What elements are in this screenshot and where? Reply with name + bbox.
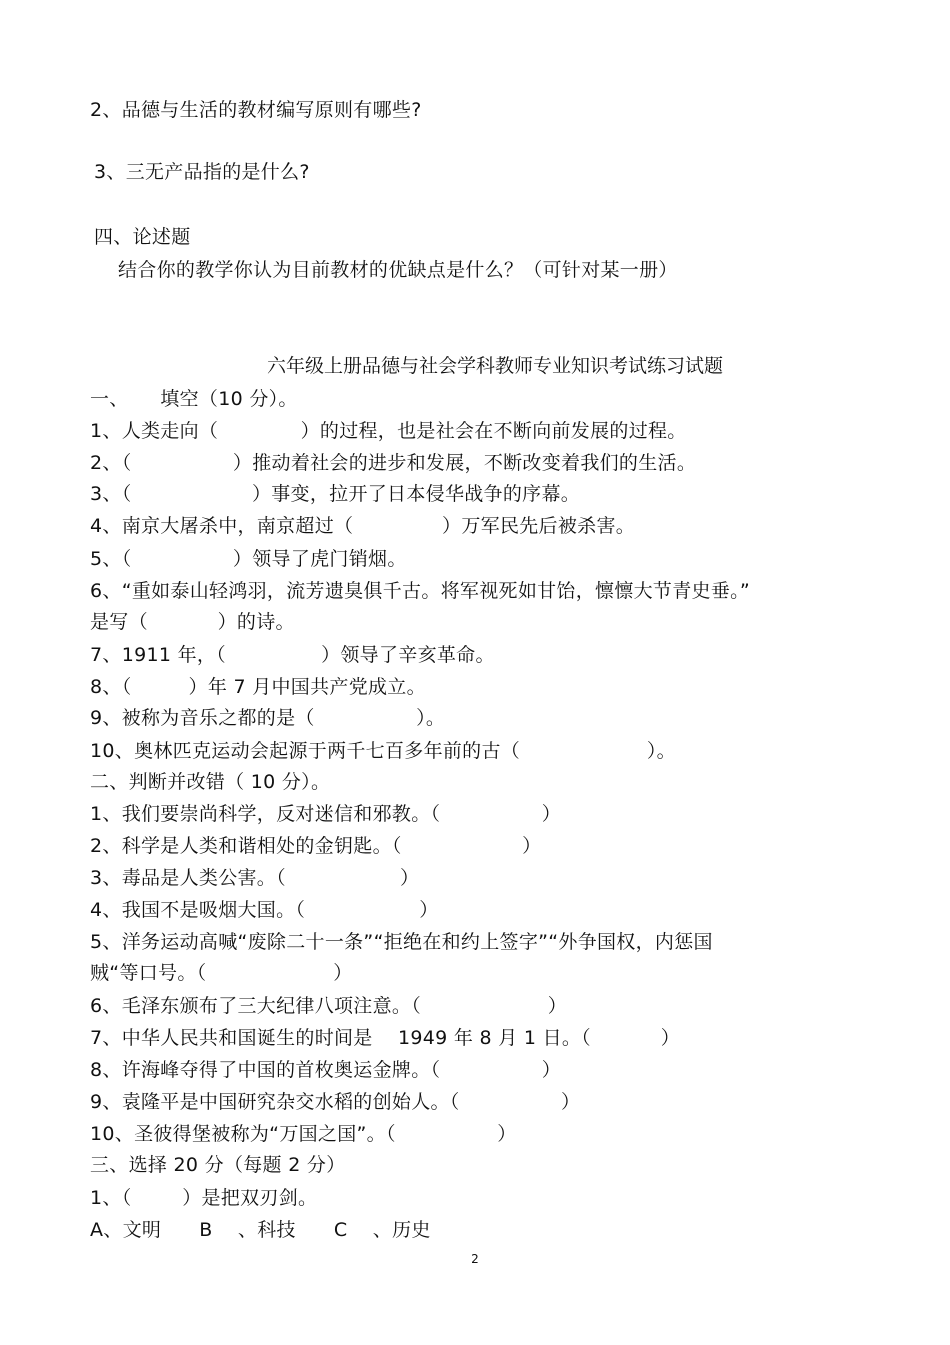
exam-title: 六年级上册品德与社会学科教师专业知识考试练习试题 [266, 355, 723, 377]
judge-item: 6、毛泽东颁布了三大纪律八项注意。（ ） [90, 995, 568, 1017]
essay-question: 结合你的教学你认为目前教材的优缺点是什么？（可针对某一册） [118, 259, 678, 281]
fill-item: 1、人类走向（ ）的过程，也是社会在不断向前发展的过程。 [90, 420, 687, 442]
judge-item: 4、我国不是吸烟大国。（ ） [90, 899, 439, 921]
question-2: 2、品德与生活的教材编写原则有哪些? [90, 99, 422, 121]
fill-item: 7、1911 年，（ ）领导了辛亥革命。 [90, 644, 495, 666]
judge-item: 9、袁隆平是中国研究杂交水稻的创始人。（ ） [90, 1091, 581, 1113]
fill-item: 3、（ ）事变，拉开了日本侵华战争的序幕。 [90, 483, 581, 505]
judge-item: 5、洋务运动高喊“废除二十一条”“拒绝在和约上签字”“外争国权，内惩国 [90, 931, 713, 953]
fill-item: 9、被称为音乐之都的是（ ）。 [90, 707, 446, 729]
judge-item: 8、许海峰夺得了中国的首枚奥运金牌。（ ） [90, 1059, 562, 1081]
question-3: 3、三无产品指的是什么? [94, 161, 310, 183]
fill-item: 4、南京大屠杀中，南京超过（ ）万军民先后被杀害。 [90, 515, 636, 537]
judge-item: 7、中华人民共和国诞生的时间是 1949 年 8 月 1 日。（ ） [90, 1027, 681, 1049]
judge-item: 1、我们要崇尚科学，反对迷信和邪教。（ ） [90, 803, 562, 825]
choice-options: A、文明 B 、科技 C 、历史 [90, 1219, 431, 1241]
choice-heading: 三、选择 20 分（每题 2 分） [90, 1154, 346, 1176]
fill-item: 5、（ ）领导了虎门销烟。 [90, 548, 407, 570]
fill-item: 8、（ ）年 7 月中国共产党成立。 [90, 676, 426, 698]
page-number: 2 [471, 1252, 479, 1266]
judge-item: 3、毒品是人类公害。（ ） [90, 867, 420, 889]
judge-item: 贼“等口号。（ ） [90, 962, 353, 984]
choice-question: 1、（ ）是把双刃剑。 [90, 1187, 318, 1209]
judge-item: 2、科学是人类和谐相处的金钥匙。（ ） [90, 835, 542, 857]
judge-heading: 二、判断并改错（ 10 分）。 [90, 771, 331, 793]
fill-item: 2、（ ）推动着社会的进步和发展，不断改变着我们的生活。 [90, 452, 697, 474]
judge-item: 10、圣彼得堡被称为“万国之国”。（ ） [90, 1123, 517, 1145]
fill-item: 是写（ ）的诗。 [90, 611, 295, 633]
fill-heading: 一、 填空（10 分）。 [90, 388, 298, 410]
fill-item: 6、“重如泰山轻鸿羽，流芳遗臭俱千古。将军视死如甘饴，懔懔大节青史垂。” [90, 580, 751, 602]
fill-item: 10、奥林匹克运动会起源于两千七百多年前的古（ ）。 [90, 740, 676, 762]
essay-heading: 四、论述题 [94, 226, 191, 248]
